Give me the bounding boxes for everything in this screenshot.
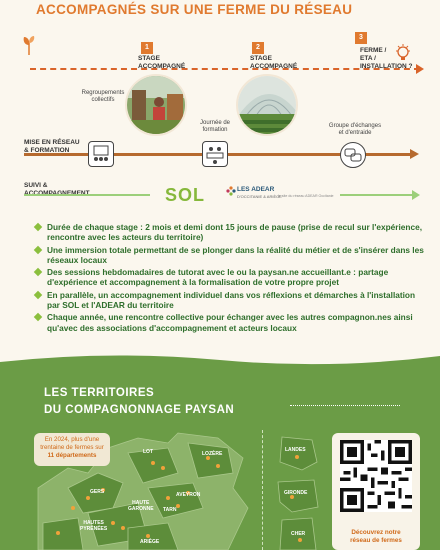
bullet-list <box>34 222 424 335</box>
list-item <box>34 290 424 311</box>
suivi-arrowhead <box>412 190 420 200</box>
training-icon <box>202 141 228 167</box>
bullet-icon <box>34 223 42 231</box>
step-number: 2 <box>252 42 264 54</box>
step-label <box>138 55 185 71</box>
callout-line: En 2024, plus d'une <box>44 436 100 443</box>
network-arrowhead <box>410 149 419 159</box>
step-label <box>360 47 412 71</box>
activity-label: Groupe d'échanges et d'entraide <box>328 123 382 136</box>
list-item-text: En parallèle, un accompagnement individuel dans vos réflexions et démarches à l'installation par SOL et l'ADEAR du territoire <box>47 289 416 311</box>
bullet-icon <box>34 313 42 321</box>
qr-caption: Découvrez notre réseau de fermes <box>350 529 402 544</box>
list-item-text: Chaque année, une rencontre collective pour échanger avec les autres compagnon.nes ainsi qu'avec des associations d'accompagnement et acteurs locaux <box>47 312 413 333</box>
territories-title-line2: DU COMPAGNONNAGE PAYSAN <box>44 404 235 416</box>
timeline-arrowhead <box>416 64 424 74</box>
row-label-suivi: SUIVI & <box>24 182 48 189</box>
territories-title-line1: LES TERRITOIRES <box>44 387 155 399</box>
list-item <box>34 222 424 243</box>
list-item <box>34 267 424 288</box>
step-number: 1 <box>141 42 153 54</box>
farms-callout <box>34 433 110 466</box>
list-item <box>34 245 424 266</box>
adear-logo-icon <box>226 186 236 196</box>
adear-logo: LES ADEAR <box>237 186 275 193</box>
dept-label: ARIÈGE <box>140 539 160 545</box>
bullet-icon <box>34 268 42 276</box>
sprout-icon <box>22 34 36 56</box>
dept-label: AVEYRON <box>176 492 201 498</box>
step-number: 3 <box>355 32 367 44</box>
callout-emphasis: 11 départements <box>47 452 97 459</box>
title-underline <box>290 405 400 406</box>
bullet-icon <box>34 291 42 299</box>
callout-line: trentaine de fermes sur <box>40 444 104 451</box>
adear-logo-subtitle: D'OCCITANIE & ARIÈGE <box>237 194 282 199</box>
adear-site-text: le site du réseau ADEAR Occitanie <box>278 194 334 198</box>
sol-logo: SOL <box>165 185 206 205</box>
dept-label: LANDES <box>285 447 306 453</box>
dept-label: GERS <box>90 489 105 495</box>
step-label <box>250 55 297 71</box>
list-item-text: Durée de chaque stage : 2 mois et demi dont 15 jours de pause (prise de recul sur l'expérience, rencontre avec les acteurs du territoire) <box>47 222 422 243</box>
group-icon <box>88 141 114 167</box>
farm-photo-2 <box>236 74 298 136</box>
callout-line <box>34 452 110 460</box>
step-label-text: STAGE ACCOMPAGNÉ <box>250 55 298 70</box>
farm-photo-1 <box>125 74 187 136</box>
section-divider <box>262 430 263 550</box>
dept-label: HAUTES PYRÉNÉES <box>80 520 108 532</box>
dept-label: TARN <box>163 507 177 513</box>
list-item-text: Des sessions hebdomadaires de tutorat avec le ou la paysan.ne accueillant.e : partage d'expérience et accompagnement à la formalisation de votre propre projet <box>47 267 389 288</box>
activity-label: Journée de formation <box>199 120 231 133</box>
qr-code[interactable] <box>340 440 412 512</box>
list-item <box>34 312 424 333</box>
dept-label: GIRONDE <box>284 490 308 496</box>
list-item-text: Une immersion totale permettant de se plonger dans la réalité du métier et de s'insérer dans les réseaux locaux <box>47 244 424 265</box>
page-title: ACCOMPAGNÉS SUR UNE FERME DU RÉSEAU <box>36 2 353 17</box>
step-label-text: STAGE ACCOMPAGNÉ <box>138 55 186 70</box>
dept-label: LOZÈRE <box>202 451 223 457</box>
dept-label: LOT <box>143 449 153 455</box>
dept-label: HAUTE GARONNE <box>128 500 154 512</box>
chat-icon <box>340 142 366 168</box>
activity-label: Regroupements collectifs <box>81 90 125 103</box>
step-label-text: FERME / ETA / INSTALLATION ? <box>360 47 413 70</box>
dept-label: CHER <box>291 531 306 537</box>
bullet-icon <box>34 245 42 253</box>
row-label-network: MISE EN RÉSEAU & FORMATION <box>24 139 80 154</box>
territories-title <box>44 385 234 419</box>
